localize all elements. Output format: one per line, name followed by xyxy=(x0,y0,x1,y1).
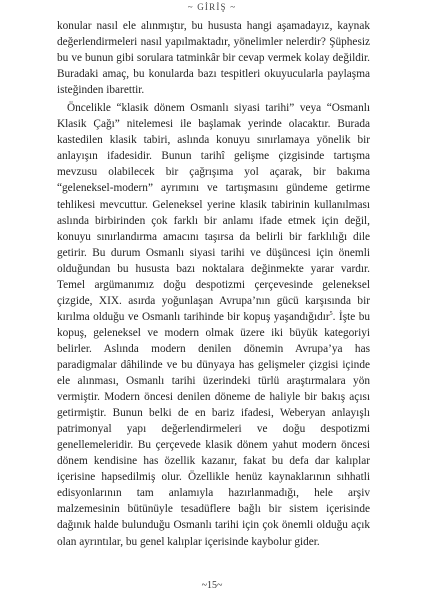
body-text xyxy=(57,18,370,550)
paragraph-2-text-before-note: Öncelikle “klasik dönem Osmanlı siyasi tarihi” veya “Osmanlı Klasik Çağı” nitelemesi ile başlamak yerinde olacaktır. Burada kastedilen klasik tabiri, aslında konuyu sınırlamaya yönelik bir anlayışın ifadesidir. Bunun tarihî gelişme çizgisinde tartışma mevzusu olabilecek bir çağrışıma yol açarak, bir bakıma “geleneksel-modern” ayrımını ve tartışmasını gündeme getirme tehlikesi mevcuttur. Geleneksel yerine klasik tabirinin kullanılması aslında birbirinden çok farklı bir anlamı ifade etmek için değil, konuyu sınırlandırma amacını taşırsa da belirli bir farklılığı dile getirir. Bu durum Osmanlı siyasi tarihi ve düşüncesi için önemli olduğundan bu hususta bazı noktalara değinmekte yarar vardır. Temel argümanımız doğu despotizmi çerçevesinde geleneksel çizgide, XIX. asırda yoğunlaşan Avrupa’nın gücü karşısında bir kırılma olduğu ve Osmanlı tarihinde bir kopuş yaşandığıdır xyxy=(57,102,370,323)
paragraph-2 xyxy=(57,100,370,549)
running-header: ~ GİRİŞ ~ xyxy=(187,2,237,12)
paragraph-1: konular nasıl ele alınmıştır, bu hususta hangi aşamadayız, kaynak değerlendirmeleri nasıl yapılmaktadır, yönelimler nelerdir? Şüphesiz bu ve bunun gibi sorulara tatminkâr bir cevap vermek kolay değildir. Buradaki amaç, bu konularda bazı tespitleri okuyucularla paylaşma isteğinden ibarettir. xyxy=(57,20,370,97)
paragraph-2-text-after-note: . İşte bu kopuş, geleneksel ve modern olmak üzere iki büyük kategoriyi belirler. Aslında modern denilen dönemin Avrupa’ya has paradigmalar dâhilinde ve bu dünyaya has gelişmeler çizgisi içinde ele alınması, Osmanlı tarihi üzerindeki türlü araştırmalara yön vermiştir. Modern öncesi denilen döneme de haliyle bir bakış açısı getirmiştir. Bunun belki de en bariz ifadesi, Weberyan anlayışlı patrimonyal yapı değerlendirmeleri ve doğu despotizmi genellemeleridir. Bu çerçevede klasik dönem yahut modern öncesi dönem kendisine has özellik kazanır, fakat bu defa dar kalıplar içerisine hapsedilmiş olur. Özellikle henüz kaynaklarının sıhhatli edisyonlarının tam anlamıyla hazırlanmadığı, hele arşiv malzemesinin bütünüyle tesadüflere bağlı bir sistem içerisinde dağınık halde bulunduğu Osmanlı tarihi için çok önemli olduğu açık olan ayrıntılar, bu genel kalıplar içerisinde kaybolur gider. xyxy=(57,310,370,548)
footnote-marker[interactable]: 5 xyxy=(329,311,333,318)
page-number: ~15~ xyxy=(201,580,223,591)
